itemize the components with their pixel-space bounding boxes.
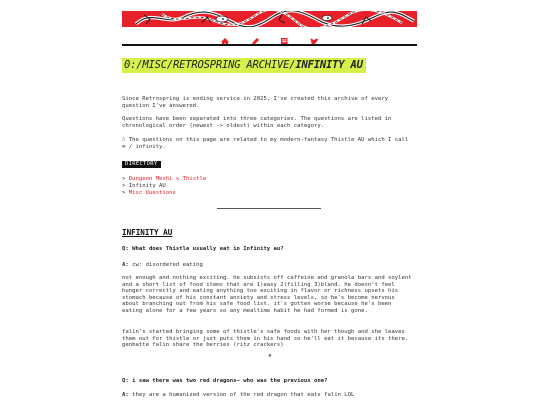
directory-prefix: > (122, 183, 129, 189)
header-rule (122, 44, 417, 46)
directory-item (122, 183, 166, 190)
directory-link-misc-questions[interactable]: Misc Questions (128, 190, 176, 196)
directory-prefix: > (122, 176, 129, 182)
answer-2-line (122, 392, 354, 399)
intro-paragraph-2: Questions have been separated into three categories. The questions are listed in chronological order (newest -> oldest) within each category. (122, 116, 392, 129)
question-1: Q: What does Thistle usually eat in Infinity au? (122, 246, 284, 252)
directory-label: DIRECTORY (122, 161, 161, 168)
intro-paragraph-3: ☃ The questions on this page are related to my modern-fantasy Thistle AU which I call ∞ / infinity. (122, 137, 409, 150)
star-divider: ✵ (268, 352, 272, 359)
directory-item (122, 176, 206, 183)
answer-2-text: they are a humanized version of the red dragon that eats falin LOL (132, 392, 355, 398)
book-icon[interactable] (279, 32, 289, 42)
section-heading: INFINITY AU (122, 228, 173, 237)
answer-1-text: cw: disordered eating (132, 262, 203, 268)
answer-1-paragraph-1: not enough and nothing exciting. he subsists off caffeine and granola bars and soylent and a short list of food items that are 1)easy 2)filling 3)bland. he doesn't feel hunger correctly and eating anything too exciting in flavor or richness upsets his stomach because of his constant anxiety and stress levels, so he's become nervous about branching out from his safe food list. it's gotten worse because he's been eating alone for a few years so any mealtime habit he had formed is gone. (122, 275, 412, 314)
answer-1-line (122, 262, 203, 269)
section-divider (217, 208, 321, 209)
answer-1-paragraph-2: falin's started bringing some of thistle's safe foods with her though and she leaves them out for thistle or just puts them in his hand so he'll eat it because its there. genbatte falin share the berries (ritz crackers) (122, 329, 409, 349)
header-banner (122, 11, 417, 27)
title-current: INFINITY AU (295, 59, 363, 71)
directory-item (122, 190, 176, 197)
directory-link-dungeon-meshi[interactable]: Dungeon Meshi x Thistle (128, 176, 207, 182)
intro-paragraph-1: Since Retrospring is ending service in 2025, I've created this archive of every question I've answered. (122, 96, 389, 109)
answer-label: A: (122, 392, 129, 398)
question-2: Q: i saw there was two red dragons— who was the previous one? (122, 378, 328, 384)
directory-prefix: > (122, 190, 129, 196)
title-path: 0:/MISC/RETROSPRING ARCHIVE/ (124, 59, 296, 71)
pen-icon[interactable] (250, 32, 260, 42)
top-nav (122, 32, 417, 42)
answer-label: A: (122, 262, 129, 268)
dragon-banner-art (122, 11, 417, 27)
home-icon[interactable] (220, 32, 230, 42)
directory-current-infinity-au: Infinity AU (128, 183, 166, 189)
bird-icon[interactable] (309, 32, 319, 42)
page-title (122, 58, 366, 73)
